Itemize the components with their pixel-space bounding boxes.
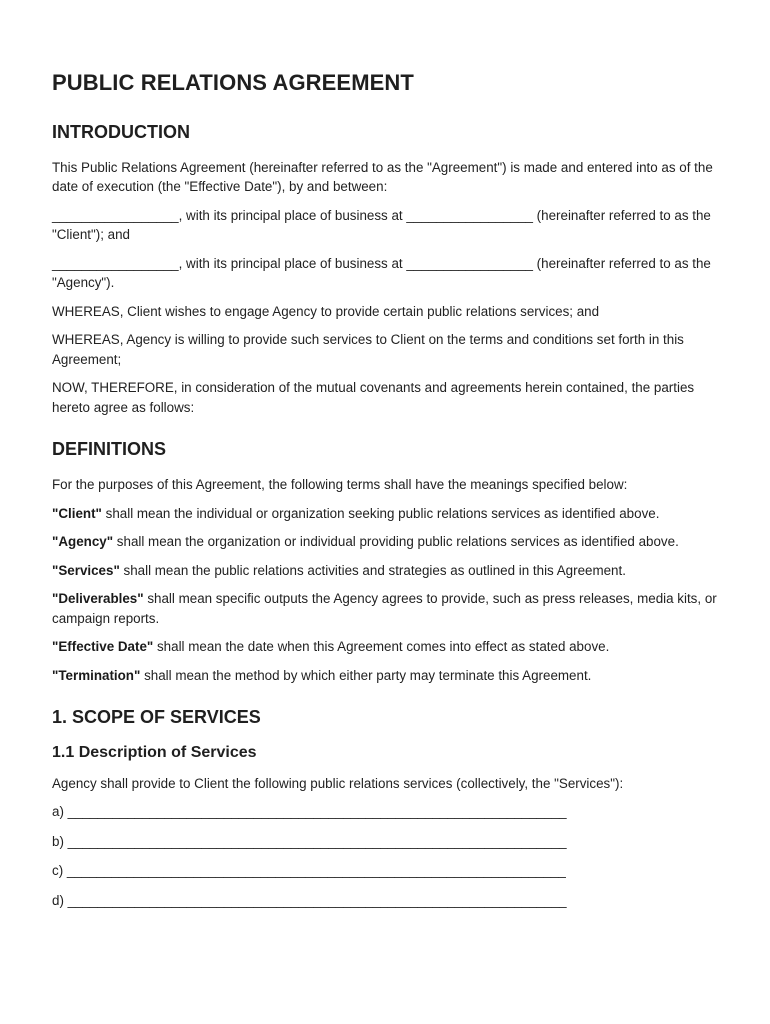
definition-item xyxy=(52,589,718,628)
agency-party-paragraph: _________________, with its principal place of business at _________________ (hereinafter referred to as the "Agency"). xyxy=(52,255,711,291)
definitions-heading: DEFINITIONS xyxy=(52,439,167,460)
introduction-section xyxy=(52,122,718,417)
definition-term: "Client" xyxy=(52,505,102,521)
scope-subheading: 1.1 Description of Services xyxy=(52,743,257,761)
definition-item xyxy=(52,666,718,686)
definition-text: shall mean the date when this Agreement comes into effect as stated above. xyxy=(153,639,610,655)
service-line-a: a) ___________________________________________________________________ xyxy=(52,804,567,820)
definition-term: "Termination" xyxy=(52,667,141,683)
definition-text: shall mean the method by which either party may terminate this Agreement. xyxy=(140,667,592,683)
scope-heading: 1. SCOPE OF SERVICES xyxy=(52,707,261,728)
definition-item xyxy=(52,637,718,657)
definition-term: "Deliverables" xyxy=(52,591,144,607)
whereas-agency-paragraph: WHEREAS, Agency is willing to provide such services to Client on the terms and conditions set forth in this Agreement; xyxy=(52,332,684,367)
definition-item xyxy=(52,532,718,552)
service-line-c: c) ___________________________________________________________________ xyxy=(52,863,566,879)
definition-text: shall mean specific outputs the Agency agrees to provide, such as press releases, media kits, or campaign reports. xyxy=(52,591,717,626)
document-title: PUBLIC RELATIONS AGREEMENT xyxy=(52,70,414,95)
whereas-client-paragraph: WHEREAS, Client wishes to engage Agency to provide certain public relations services; and xyxy=(52,303,600,319)
scope-lead: Agency shall provide to Client the following public relations services (collectively, the "Services"): xyxy=(52,775,624,791)
intro-paragraph: This Public Relations Agreement (hereinafter referred to as the "Agreement") is made and entered into as of the date of execution (the "Effective Date"), by and between: xyxy=(52,159,713,195)
definition-term: "Services" xyxy=(52,562,120,578)
definitions-section xyxy=(52,439,718,685)
now-therefore-paragraph: NOW, THEREFORE, in consideration of the mutual covenants and agreements herein contained, the parties hereto agree as follows: xyxy=(52,380,695,415)
service-line-d: d) ___________________________________________________________________ xyxy=(52,892,567,908)
definition-item xyxy=(52,504,718,524)
client-party-paragraph: _________________, with its principal place of business at _________________ (hereinafter referred to as the "Client"); and xyxy=(52,207,711,243)
definition-term: "Agency" xyxy=(52,534,114,550)
definitions-lead: For the purposes of this Agreement, the following terms shall have the meanings specified below: xyxy=(52,477,628,493)
definition-text: shall mean the organization or individual providing public relations services as identified above. xyxy=(113,534,679,550)
definition-term: "Effective Date" xyxy=(52,639,154,655)
definition-item xyxy=(52,561,718,581)
definition-text: shall mean the individual or organization seeking public relations services as identified above. xyxy=(101,505,660,521)
scope-section xyxy=(52,707,718,910)
introduction-heading: INTRODUCTION xyxy=(52,122,190,143)
service-line-b: b) ___________________________________________________________________ xyxy=(52,833,567,849)
definition-text: shall mean the public relations activities and strategies as outlined in this Agreement. xyxy=(119,562,626,578)
